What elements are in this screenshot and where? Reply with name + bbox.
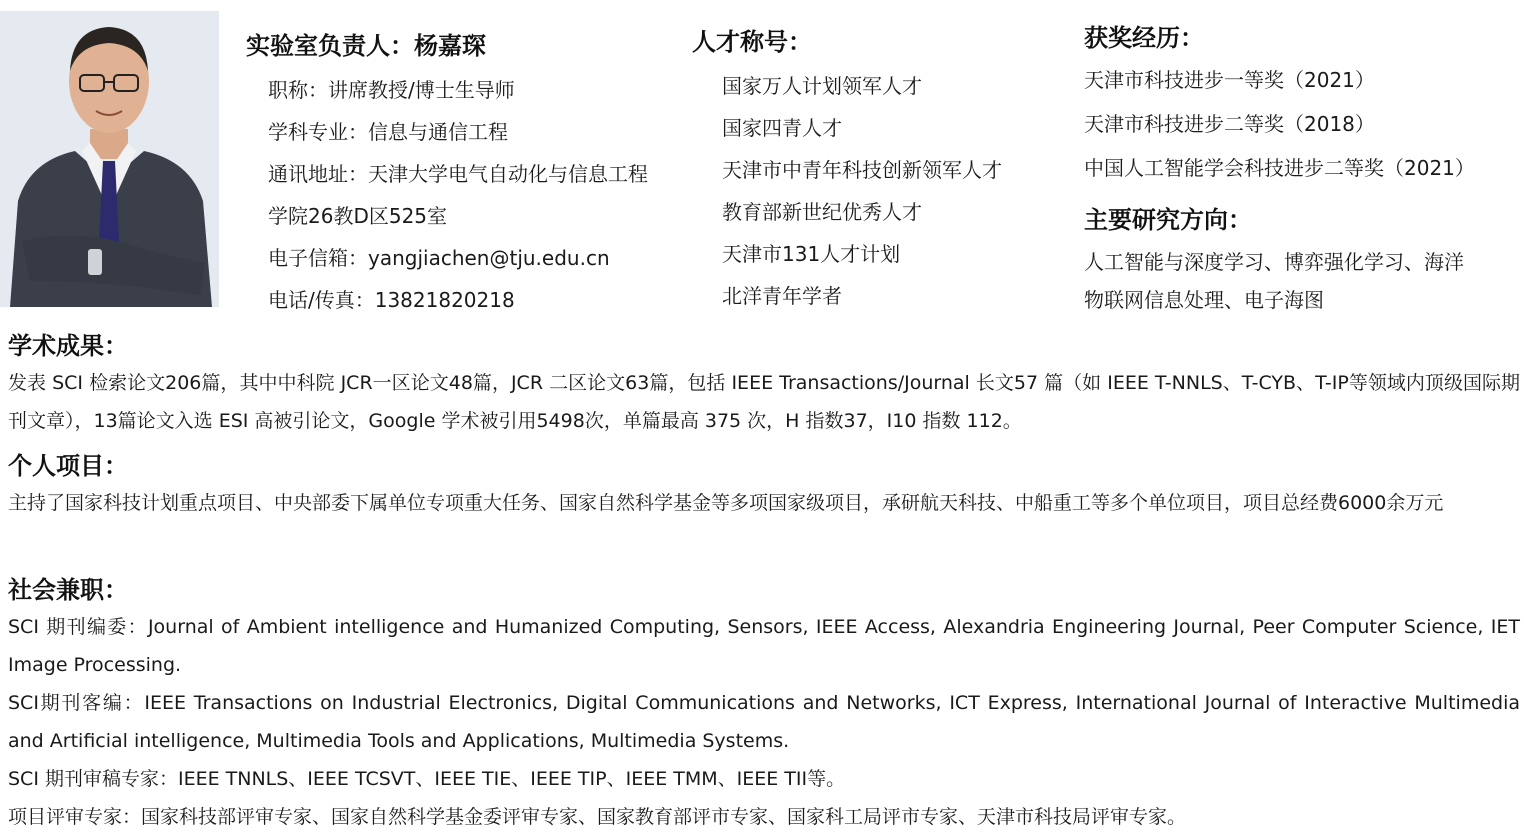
- research-line-1: 人工智能与深度学习、博弈强化学习、海洋: [1084, 250, 1464, 274]
- talent-item: 教育部新世纪优秀人才: [722, 200, 922, 224]
- profile-phone: 电话/传真：13821820218: [268, 288, 515, 312]
- projects-heading: 个人项目：: [8, 452, 128, 480]
- academic-text: 发表 SCI 检索论文206篇，其中中科院 JCR一区论文48篇，JCR 二区论文63篇，包括 IEEE Transactions/Journal 长文57 篇（如 IEEE T-NNLS、T-CYB、T-IP等领域内顶级国际期刊文章），13篇论文入选 ESI 高被引论文，Google 学术被引用5498次，单篇最高 375 次，H 指数37，I10 指数 112。: [8, 372, 1520, 432]
- talent-item: 天津市131人才计划: [722, 242, 901, 266]
- talent-item: 国家万人计划领军人才: [722, 74, 922, 98]
- profile-address-line-1: 通讯地址：天津大学电气自动化与信息工程: [268, 162, 648, 186]
- award-item: 天津市科技进步一等奖（2021）: [1084, 68, 1375, 92]
- portrait-photo: [0, 11, 219, 307]
- profile-email: 电子信箱：yangjiachen@tju.edu.cn: [268, 246, 610, 270]
- talent-heading: 人才称号：: [692, 28, 812, 56]
- profile-major: 学科专业：信息与通信工程: [268, 120, 508, 144]
- research-heading: 主要研究方向：: [1084, 206, 1252, 234]
- person-portrait-icon: [0, 11, 219, 307]
- research-line-2: 物联网信息处理、电子海图: [1084, 288, 1324, 312]
- service-guest-editor: SCI期刊客编：IEEE Transactions on Industrial Electronics, Digital Communications and Networks, ICT Express, International Journal of Interactive Multimedia and Artificial intelligence, Multimedia Tools and Applications, Multimedia Systems.: [8, 692, 1520, 752]
- academic-heading: 学术成果：: [8, 332, 128, 360]
- profile-name-heading: 实验室负责人：杨嘉琛: [246, 32, 486, 60]
- talent-item: 北洋青年学者: [722, 284, 842, 308]
- talent-item: 国家四青人才: [722, 116, 842, 140]
- talent-item: 天津市中青年科技创新领军人才: [722, 158, 1002, 182]
- award-item: 天津市科技进步二等奖（2018）: [1084, 112, 1375, 136]
- service-project-reviewer: 项目评审专家：国家科技部评审专家、国家自然科学基金委评审专家、国家教育部评市专家、国家科工局评市专家、天津市科技局评审专家。: [8, 806, 1187, 828]
- award-item: 中国人工智能学会科技进步二等奖（2021）: [1084, 156, 1475, 180]
- service-heading: 社会兼职：: [8, 576, 128, 604]
- projects-text: 主持了国家科技计划重点项目、中央部委下属单位专项重大任务、国家自然科学基金等多项国家级项目，承研航天科技、中船重工等多个单位项目，项目总经费6000余万元: [8, 492, 1444, 514]
- profile-address-line-2: 学院26教D区525室: [268, 204, 448, 228]
- awards-heading: 获奖经历：: [1084, 24, 1204, 52]
- service-reviewer: SCI 期刊审稿专家：IEEE TNNLS、IEEE TCSVT、IEEE TIE、IEEE TIP、IEEE TMM、IEEE TII等。: [8, 768, 846, 790]
- profile-title: 职称：讲席教授/博士生导师: [268, 78, 515, 102]
- service-editor: SCI 期刊编委：Journal of Ambient intelligence and Humanized Computing, Sensors, IEEE Access, Alexandria Engineering Journal, Peer Computer Science, IET Image Processing.: [8, 616, 1520, 676]
